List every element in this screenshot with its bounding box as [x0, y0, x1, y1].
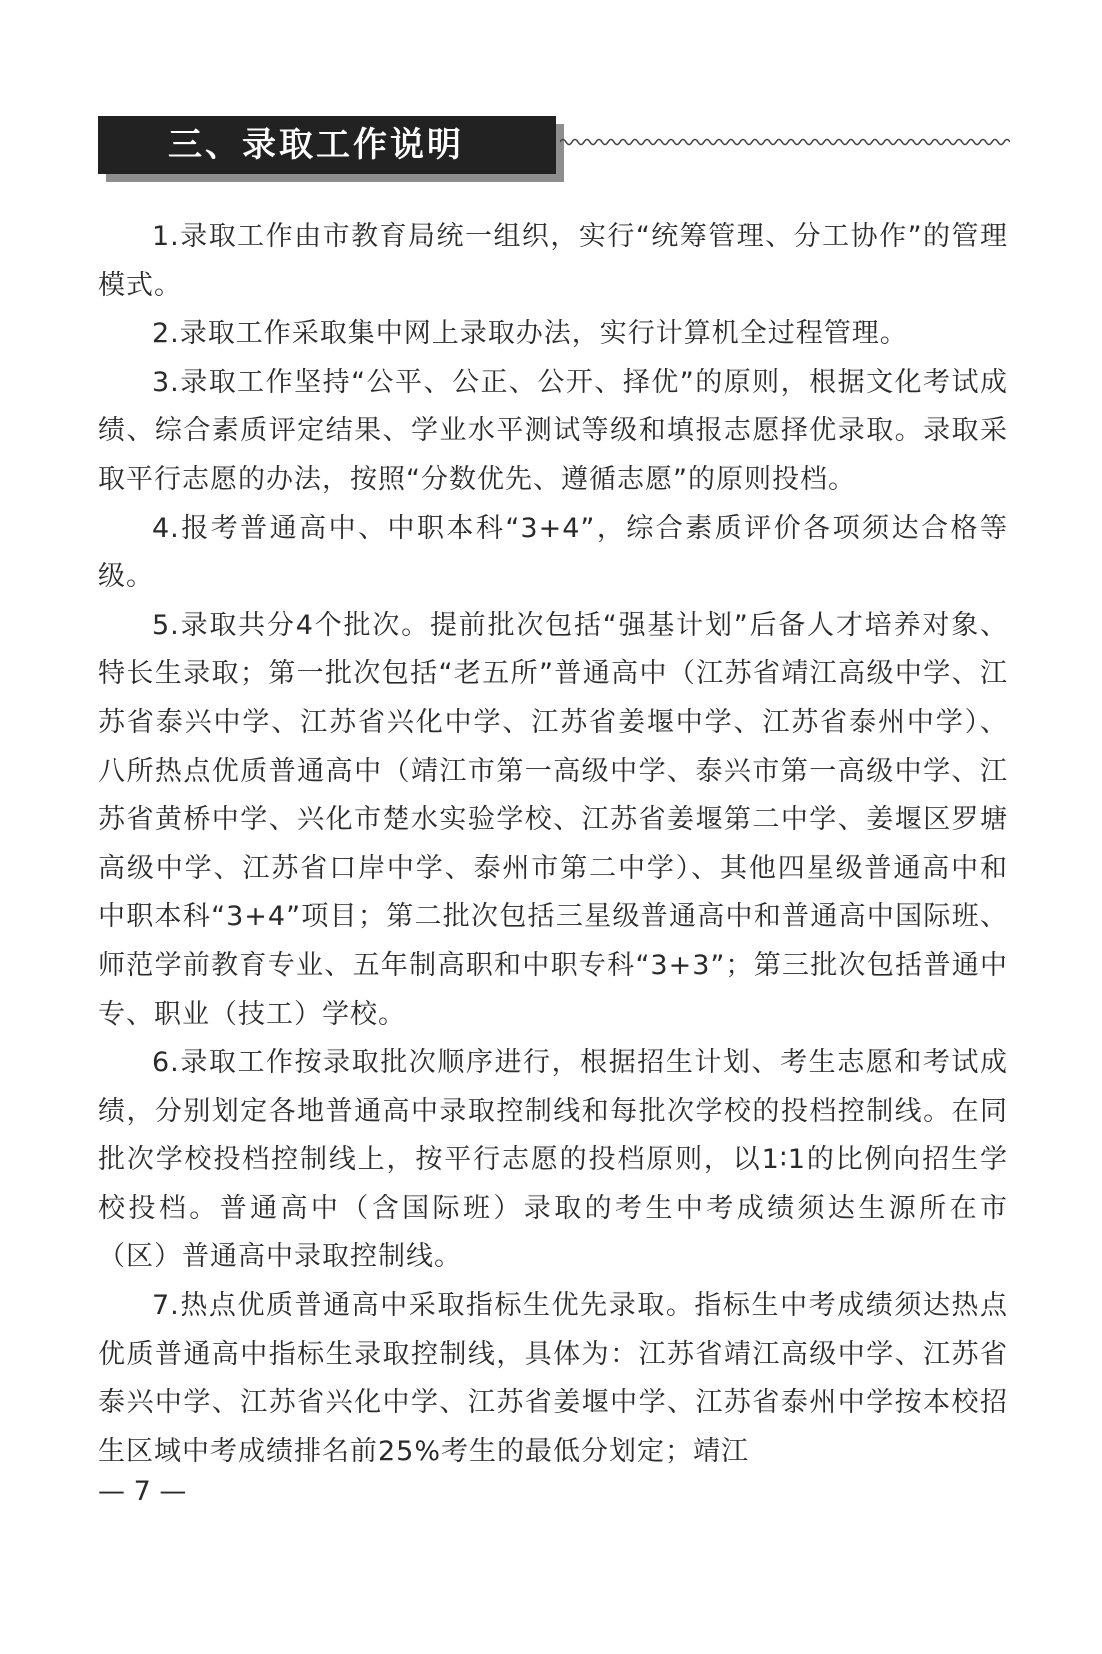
paragraph-7: 7.热点优质普通高中采取指标生优先录取。指标生中考成绩须达热点优质普通高中指标生录取控制线，具体为：江苏省靖江高级中学、江苏省泰兴中学、江苏省兴化中学、江苏省姜堰中学、江苏省泰州中学按本校招生区域中考成绩排名前25%考生的最低分划定；靖江: [98, 1290, 1008, 1467]
body-text: [98, 213, 1008, 1476]
paragraph-1: 1.录取工作由市教育局统一组织，实行“统筹管理、分工协作”的管理模式。: [98, 221, 1008, 301]
paragraph-2: 2.录取工作采取集中网上录取办法，实行计算机全过程管理。: [152, 318, 908, 350]
paragraph-6: 6.录取工作按录取批次顺序进行，根据招生计划、考生志愿和考试成绩，分别划定各地普通高中录取控制线和每批次学校的投档控制线。在同批次学校投档控制线上，按平行志愿的投档原则，以1∶1的比例向招生学校投档。普通高中（含国际班）录取的考生中考成绩须达生源所在市（区）普通高中录取控制线。: [98, 1047, 1008, 1273]
paragraph-3: 3.录取工作坚持“公平、公正、公开、择优”的原则，根据文化考试成绩、综合素质评定结果、学业水平测试等级和填报志愿择优录取。录取采取平行志愿的办法，按照“分数优先、遵循志愿”的原则投档。: [98, 366, 1008, 495]
section-header-box: [98, 116, 556, 174]
paragraph-4: 4.报考普通高中、中职本科“3+4”，综合素质评价各项须达合格等级。: [98, 512, 1008, 593]
paragraph-5: 5.录取共分4个批次。提前批次包括“强基计划”后备人才培养对象、特长生录取；第一批次包括“老五所”普通高中（江苏省靖江高级中学、江苏省泰兴中学、江苏省兴化中学、江苏省姜堰中学、江苏省泰州中学）、八所热点优质普通高中（靖江市第一高级中学、泰兴市第一高级中学、江苏省黄桥中学、兴化市楚水实验学校、江苏省姜堰第二中学、姜堰区罗塘高级中学、江苏省口岸中学、泰州市第二中学）、其他四星级普通高中和中职本科“3+4”项目；第二批次包括三星级普通高中和普通高中国际班、师范学前教育专业、五年制高职和中职专科“3+3”；第三批次包括普通中专、职业（技工）学校。: [98, 609, 1008, 1030]
section-title: 三、录取工作说明: [168, 125, 464, 165]
page-number: — 7 —: [98, 1476, 187, 1507]
decorative-wave-rule: [560, 134, 1010, 150]
